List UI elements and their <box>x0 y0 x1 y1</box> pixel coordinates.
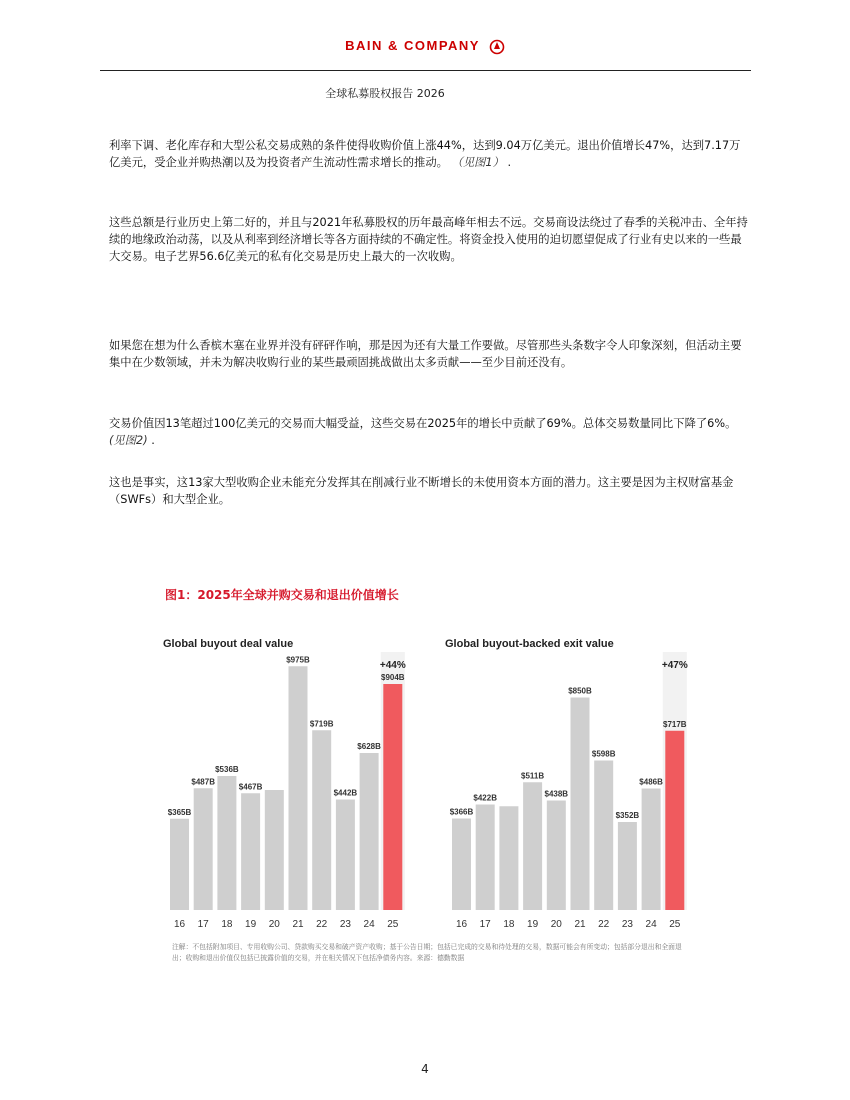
figure-1-reference: （见图1） <box>451 156 504 169</box>
bar-18 <box>217 776 236 910</box>
figure-title: 图1：2025年全球并购交易和退出价值增长 <box>165 588 399 602</box>
tick-label-18: 18 <box>221 919 233 930</box>
data-label-17: $487B <box>191 777 215 787</box>
bar-24 <box>642 789 661 911</box>
paragraph-1 <box>109 137 749 171</box>
data-label-23: $442B <box>333 788 358 798</box>
bar-17 <box>476 805 495 911</box>
chart-title-deal-value: Global buyout deal value <box>163 638 294 650</box>
paragraph-2-text: 这些总额是行业历史上第二好的，并且与2021年私募股权的历年最高峰年相去不远。交易商设法绕过了春季的关税冲击、全年持续的地缘政治动荡，以及从利率到经济增长等各方面持续的不确定性。将资金投入使用的迫切愿望促成了行业有史以来的一些最大交易。电子艺界56.6亿美元的私有化交易是历史上最大的一次收购。 <box>109 216 748 263</box>
data-label-23: $352B <box>615 811 640 820</box>
tick-label-21: 21 <box>292 919 304 930</box>
paragraph-4 <box>109 415 749 449</box>
bar-22 <box>312 730 331 910</box>
bar-21 <box>571 698 590 911</box>
brand-header <box>0 38 850 55</box>
tick-label-20: 20 <box>550 919 562 930</box>
tick-label-21: 21 <box>574 919 586 930</box>
data-label-21: $975B <box>286 655 310 665</box>
data-label-22: $598B <box>591 749 616 759</box>
data-label-25: $904B <box>381 673 405 682</box>
paragraph-4-tail: . <box>151 434 155 447</box>
tick-label-25: 25 <box>669 919 681 930</box>
bar-24 <box>360 753 379 910</box>
data-label-20: $438B <box>544 789 569 799</box>
bar-20 <box>547 801 566 911</box>
growth-label: +44% <box>379 660 406 671</box>
tick-label-22: 22 <box>598 919 610 930</box>
paragraph-1-text: 利率下调、老化库存和大型公私交易成熟的条件使得收购价值上涨44%，达到9.04万亿美元。退出价值增长47%，达到7.17万亿美元，受企业并购热潮以及为投资者产生流动性需求增长的推动。 <box>109 139 741 169</box>
data-label-21: $850B <box>568 686 592 696</box>
bar-16 <box>452 819 471 911</box>
bar-23 <box>618 822 637 910</box>
buyout-exit-value-chart <box>442 652 692 932</box>
buyout-deal-value-chart <box>160 652 410 932</box>
tick-label-18: 18 <box>503 919 515 930</box>
bar-16 <box>170 819 189 910</box>
paragraph-3-text: 如果您在想为什么香槟木塞在业界并没有砰砰作响，那是因为还有大量工作要做。尽管那些头条数字令人印象深刻，但活动主要集中在少数领域，并未为解决收购行业的某些最顽固挑战做出太多贡献——至少目前还没有。 <box>109 339 742 369</box>
growth-label: +47% <box>661 660 688 671</box>
data-label-19: $511B <box>521 771 545 781</box>
bar-23 <box>336 800 355 911</box>
tick-label-17: 17 <box>479 919 491 930</box>
bar-17 <box>194 788 213 910</box>
document-title: 全球私募股权报告 2026 <box>325 87 445 100</box>
tick-label-19: 19 <box>245 919 257 930</box>
bar-19 <box>241 793 260 910</box>
data-label-25: $717B <box>663 719 687 729</box>
tick-label-24: 24 <box>363 919 375 930</box>
tick-label-16: 16 <box>455 919 468 930</box>
tick-label-20: 20 <box>268 919 280 930</box>
tick-label-23: 23 <box>339 919 351 930</box>
tick-label-16: 16 <box>173 919 186 930</box>
page-number: 4 <box>421 1062 429 1076</box>
paragraph-3 <box>109 337 749 371</box>
tick-label-19: 19 <box>527 919 539 930</box>
bar-18 <box>499 806 518 910</box>
chart-title-exit-value: Global buyout-backed exit value <box>445 638 614 650</box>
paragraph-1-tail: . <box>507 156 512 169</box>
data-label-19: $467B <box>238 782 263 792</box>
figure-notes: 注解：不包括附加项目、专用收购公司、贷款购买交易和破产资产收购；基于公告日期；包括已完成的交易和待处理的交易，数据可能会有所变动；包括部分退出和全面退出；收购和退出价值仅包括已披露价值的交易，并在相关情况下包括净债务内容。来源：德勤数据 <box>172 943 682 962</box>
bar-21 <box>289 666 308 910</box>
data-label-24: $628B <box>357 742 381 751</box>
tick-label-25: 25 <box>387 919 399 930</box>
data-label-16: $366B <box>449 807 474 817</box>
data-label-16: $365B <box>167 807 192 817</box>
tick-label-23: 23 <box>621 919 633 930</box>
data-label-24: $486B <box>639 777 663 787</box>
data-label-22: $719B <box>309 719 334 729</box>
header-divider <box>100 70 751 71</box>
bar-25 <box>665 731 684 910</box>
tick-label-24: 24 <box>645 919 657 930</box>
bar-22 <box>594 761 613 911</box>
tick-label-22: 22 <box>316 919 328 930</box>
bar-20 <box>265 790 284 910</box>
tick-label-17: 17 <box>197 919 209 930</box>
data-label-18: $536B <box>215 765 239 774</box>
figure-2-reference: (见图2) <box>109 434 148 447</box>
brand-name: BAIN & COMPANY <box>345 38 480 53</box>
bar-19 <box>523 782 542 910</box>
bar-25 <box>383 684 402 910</box>
paragraph-4-text: 交易价值因13笔超过100亿美元的交易而大幅受益，这些交易在2025年的增长中贡献了69%。总体交易数量同比下降了6%。 <box>109 417 737 430</box>
paragraph-5 <box>109 474 749 508</box>
paragraph-5-text: 这也是事实，这13家大型收购企业未能充分发挥其在削减行业不断增长的未使用资本方面的潜力。这主要是因为主权财富基金（SWFs）和大型企业。 <box>109 476 734 506</box>
bain-circle-logo-icon <box>489 39 505 55</box>
data-label-17: $422B <box>473 793 497 803</box>
paragraph-2 <box>109 214 749 265</box>
